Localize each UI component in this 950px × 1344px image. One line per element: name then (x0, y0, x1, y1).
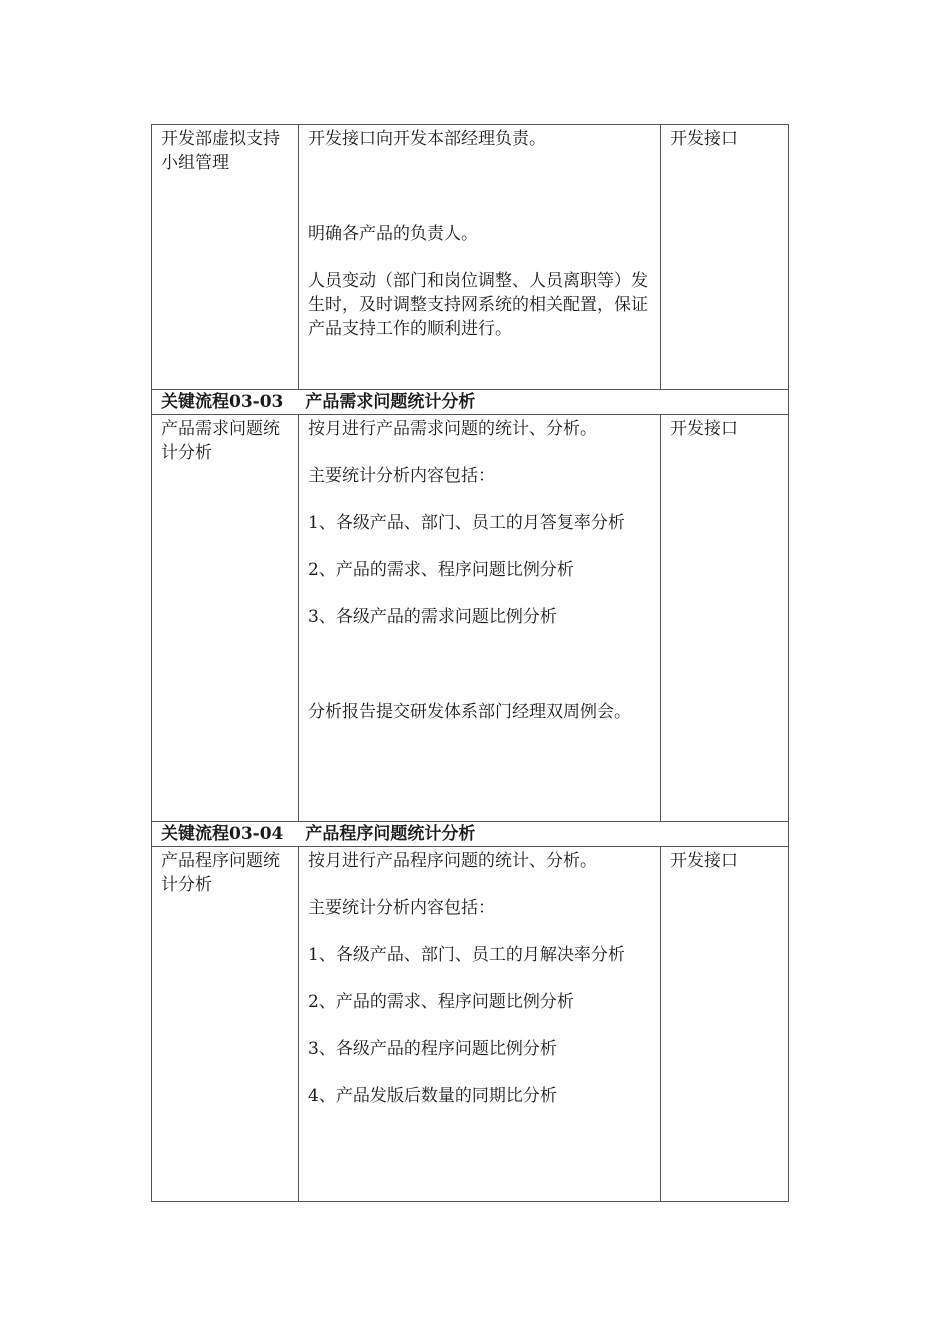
process-description-cell (299, 847, 661, 1202)
list-item: 4、产品发版后数量的同期比分析 (308, 1086, 557, 1106)
process-description-cell (299, 125, 661, 390)
table-row-0302 (152, 125, 789, 390)
list-item: 2、产品的需求、程序问题比例分析 (308, 560, 574, 580)
process-name: 开发部虚拟支持小组管理 (161, 129, 280, 173)
process-description-cell (299, 415, 661, 822)
section-header-0303 (152, 390, 789, 415)
process-name: 产品程序问题统计分析 (161, 851, 280, 895)
table-row-0303 (152, 415, 789, 822)
list-item: 3、各级产品的程序问题比例分析 (308, 1039, 557, 1059)
section-title: 产品程序问题统计分析 (305, 824, 476, 844)
process-owner: 开发接口 (670, 129, 738, 149)
list-item: 3、各级产品的需求问题比例分析 (308, 607, 557, 627)
process-owner-cell (661, 125, 789, 390)
process-name: 产品需求问题统计分析 (161, 419, 280, 463)
process-name-cell (152, 847, 299, 1202)
process-table (151, 124, 789, 1202)
section-header-cell (152, 822, 789, 847)
process-name-cell (152, 125, 299, 390)
list-item: 2、产品的需求、程序问题比例分析 (308, 992, 574, 1012)
section-title: 产品需求问题统计分析 (305, 392, 476, 412)
process-owner: 开发接口 (670, 851, 738, 871)
description-paragraph: 主要统计分析内容包括： (308, 466, 495, 486)
description-paragraph: 主要统计分析内容包括： (308, 898, 495, 918)
description-paragraph: 分析报告提交研发体系部门经理双周例会。 (308, 702, 631, 722)
process-owner-cell (661, 415, 789, 822)
table-row-0304 (152, 847, 789, 1202)
section-header-cell (152, 390, 789, 415)
process-name-cell (152, 415, 299, 822)
list-item: 1、各级产品、部门、员工的月解决率分析 (308, 945, 625, 965)
section-code: 关键流程03-03 (161, 392, 284, 412)
process-owner: 开发接口 (670, 419, 738, 439)
list-item: 1、各级产品、部门、员工的月答复率分析 (308, 513, 625, 533)
description-paragraph: 开发接口向开发本部经理负责。 (308, 129, 546, 149)
description-paragraph: 按月进行产品程序问题的统计、分析。 (308, 851, 597, 871)
description-paragraph: 明确各产品的负责人。 (308, 224, 478, 244)
section-header-0304 (152, 822, 789, 847)
process-owner-cell (661, 847, 789, 1202)
section-code: 关键流程03-04 (161, 824, 284, 844)
description-paragraph: 按月进行产品需求问题的统计、分析。 (308, 419, 597, 439)
description-paragraph: 人员变动（部门和岗位调整、人员离职等）发生时，及时调整支持网系统的相关配置，保证产品支持工作的顺利进行。 (308, 271, 648, 339)
